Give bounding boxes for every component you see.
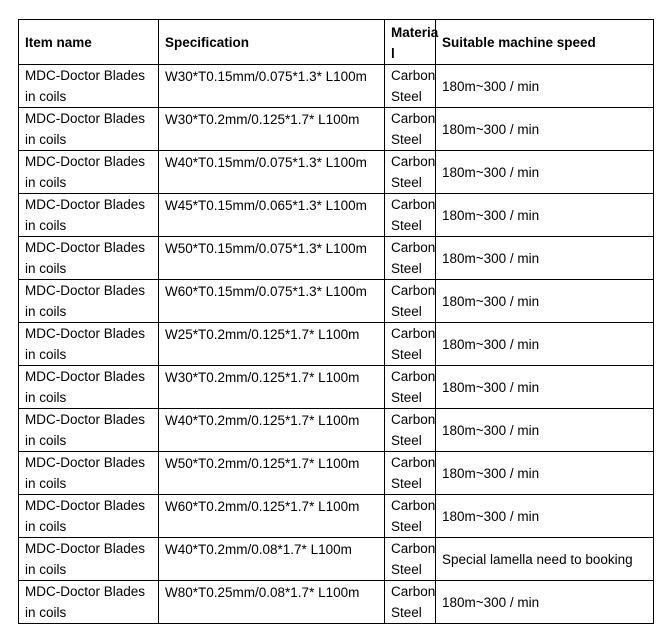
cell-machine-speed: 180m~300 / min [436, 581, 654, 624]
cell-material: Carbon Steel [385, 581, 436, 624]
cell-specification: W60*T0.15mm/0.075*1.3* L100m [159, 280, 385, 323]
header-material [385, 20, 439, 65]
table-row [19, 495, 654, 538]
cell-specification: W30*T0.2mm/0.125*1.7* L100m [159, 108, 385, 151]
table-row [19, 409, 654, 452]
cell-specification: W60*T0.2mm/0.125*1.7* L100m [159, 495, 385, 538]
cell-machine-speed: 180m~300 / min [436, 237, 654, 280]
cell-material: Carbon Steel [385, 65, 436, 108]
cell-machine-speed: 180m~300 / min [436, 495, 654, 538]
table-row [19, 237, 654, 280]
cell-material: Carbon Steel [385, 151, 436, 194]
cell-material: Carbon Steel [385, 495, 436, 538]
cell-specification: W30*T0.2mm/0.125*1.7* L100m [159, 366, 385, 409]
cell-specification: W80*T0.25mm/0.08*1.7* L100m [159, 581, 385, 624]
table-row [19, 538, 654, 581]
cell-item-name: MDC-Doctor Blades in coils [19, 194, 159, 237]
cell-machine-speed: 180m~300 / min [436, 409, 654, 452]
cell-machine-speed: 180m~300 / min [436, 108, 654, 151]
cell-material: Carbon Steel [385, 280, 436, 323]
cell-item-name: MDC-Doctor Blades in coils [19, 452, 159, 495]
cell-machine-speed: 180m~300 / min [436, 452, 654, 495]
cell-specification: W50*T0.15mm/0.075*1.3* L100m [159, 237, 385, 280]
cell-item-name: MDC-Doctor Blades in coils [19, 409, 159, 452]
cell-specification: W40*T0.2mm/0.125*1.7* L100m [159, 409, 385, 452]
cell-item-name: MDC-Doctor Blades in coils [19, 581, 159, 624]
cell-material: Carbon Steel [385, 452, 436, 495]
cell-item-name: MDC-Doctor Blades in coils [19, 366, 159, 409]
cell-material: Carbon Steel [385, 538, 436, 581]
cell-item-name: MDC-Doctor Blades in coils [19, 280, 159, 323]
header-machine-speed: Suitable machine speed [436, 20, 654, 65]
product-spec-table [18, 19, 654, 624]
table-row [19, 108, 654, 151]
table-row [19, 452, 654, 495]
cell-machine-speed: 180m~300 / min [436, 194, 654, 237]
cell-item-name: MDC-Doctor Blades in coils [19, 65, 159, 108]
table-row [19, 280, 654, 323]
cell-specification: W25*T0.2mm/0.125*1.7* L100m [159, 323, 385, 366]
cell-item-name: MDC-Doctor Blades in coils [19, 151, 159, 194]
table-body [19, 65, 654, 624]
cell-item-name: MDC-Doctor Blades in coils [19, 323, 159, 366]
table-row [19, 194, 654, 237]
cell-specification: W30*T0.15mm/0.075*1.3* L100m [159, 65, 385, 108]
table-row [19, 366, 654, 409]
cell-specification: W40*T0.2mm/0.08*1.7* L100m [159, 538, 385, 581]
cell-machine-speed: 180m~300 / min [436, 65, 654, 108]
cell-item-name: MDC-Doctor Blades in coils [19, 237, 159, 280]
cell-specification: W40*T0.15mm/0.075*1.3* L100m [159, 151, 385, 194]
table-row [19, 323, 654, 366]
table-row [19, 581, 654, 624]
cell-specification: W45*T0.15mm/0.065*1.3* L100m [159, 194, 385, 237]
header-specification: Specification [159, 20, 385, 65]
cell-item-name: MDC-Doctor Blades in coils [19, 495, 159, 538]
table-row [19, 151, 654, 194]
cell-item-name: MDC-Doctor Blades in coils [19, 538, 159, 581]
cell-material: Carbon Steel [385, 409, 436, 452]
cell-machine-speed: 180m~300 / min [436, 151, 654, 194]
header-material-text: Materia l [391, 25, 439, 61]
cell-material: Carbon Steel [385, 194, 436, 237]
cell-machine-speed: 180m~300 / min [436, 366, 654, 409]
cell-material: Carbon Steel [385, 108, 436, 151]
cell-machine-speed: 180m~300 / min [436, 323, 654, 366]
product-table-container [18, 19, 654, 624]
cell-material: Carbon Steel [385, 323, 436, 366]
cell-specification: W50*T0.2mm/0.125*1.7* L100m [159, 452, 385, 495]
cell-material: Carbon Steel [385, 366, 436, 409]
table-row [19, 65, 654, 108]
cell-machine-speed: Special lamella need to booking [436, 538, 654, 581]
header-item-name: Item name [19, 20, 159, 65]
cell-material: Carbon Steel [385, 237, 436, 280]
table-header-row [19, 20, 654, 65]
cell-machine-speed: 180m~300 / min [436, 280, 654, 323]
cell-item-name: MDC-Doctor Blades in coils [19, 108, 159, 151]
